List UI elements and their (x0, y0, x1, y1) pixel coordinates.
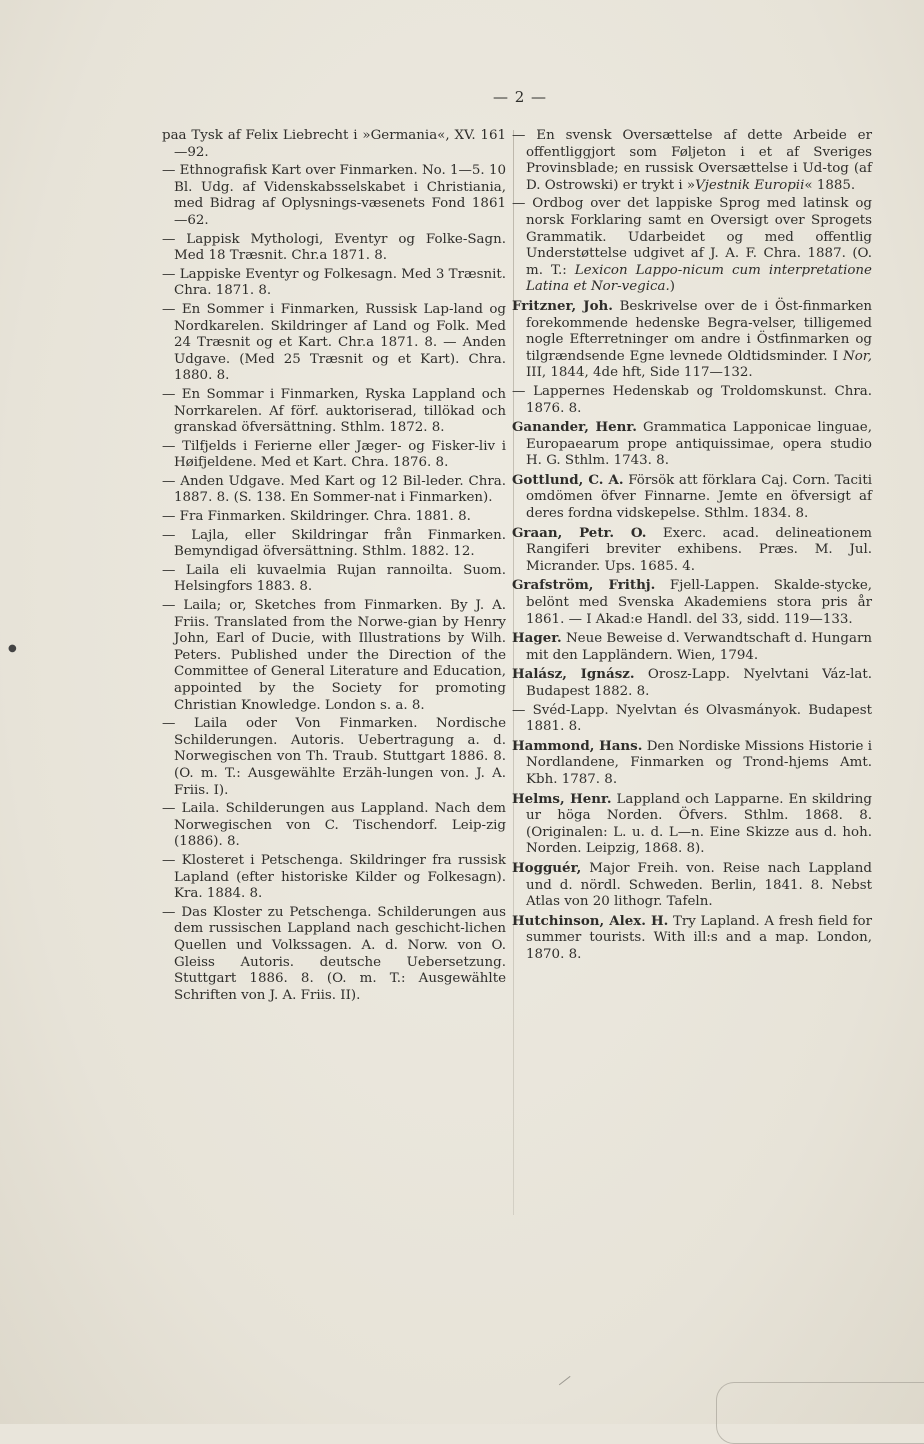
bibliography-entry (512, 630, 872, 664)
entry-italic: Nor, (843, 348, 872, 364)
bibliography-entry (512, 472, 872, 523)
bibliography-entry: — Lajla, eller Skildringar från Finmarken. Bemyndigad öfversättning. Sthlm. 1882. 12. (162, 527, 506, 560)
entry-author: Hogguér, (512, 859, 582, 876)
entry-text: Lappland och Lapparne. En skildring ur höga Norden. Öfvers. Sthlm. 1868. 8. (Originalen: L. u. d. L—n. Eine Skizze aus d. hoh. Norden. Leipzig, 1868. 8). (526, 791, 873, 857)
bibliography-entry: — Ethnografisk Kart over Finmarken. No. 1—5. 10 Bl. Udg. af Videnskabsselskabet i Christiania, med Bidrag af Oplysnings-væsenets Fond 1861—62. (162, 163, 506, 228)
bibliography-entry (512, 419, 872, 470)
entry-author: Hutchinson, Alex. H. (512, 912, 669, 929)
bibliography-entry: — Anden Udgave. Med Kart og 12 Bil-leder. Chra. 1887. 8. (S. 138. En Sommer-nat i Finmarken). (162, 473, 506, 506)
bibliography-entry (512, 703, 872, 736)
bibliography-entry: — Klosteret i Petschenga. Skildringer fra russisk Lapland (efter historiske Kilder og Folkesagn). Kra. 1884. 8. (162, 852, 506, 902)
left-column (162, 128, 506, 1006)
entry-text: — En svensk Oversættelse af dette Arbeide er offentliggjort som Føljeton i et af Sveriges Provinsblade; en russisk Oversættelse i Ud-tog (af D. Ostrowski) er trykt i » (512, 128, 872, 193)
entry-text: Försök att förklara Caj. Corn. Taciti omdömen öfver Finnarne. Jemte en öfversigt af deres fordna vidskepelse. Sthlm. 1834. 8. (526, 472, 872, 522)
bibliography-entry: — Laila oder Von Finmarken. Nordische Schilderungen. Autoris. Uebertragung a. d. Norwegischen von Th. Traub. Stuttgart 1886. 8. (O. m. T.: Ausgewählte Erzäh-lungen von. J. A. Friis. I). (162, 716, 506, 798)
entry-italic: Lexicon Lappo-nicum cum interpretatione Latina et Nor-vegica. (526, 262, 872, 295)
bibliography-entry: — En Sommar i Finmarken, Ryska Lappland och Norrkarelen. Af förf. auktoriserad, tillökad och granskad öfversättning. Sthlm. 1872. 8. (162, 386, 506, 436)
bibliography-entry (512, 666, 872, 700)
entry-text: Exerc. acad. delineationem Rangiferi breviter exhibens. Præs. M. Jul. Micrander. Ups. 1685. 4. (526, 525, 872, 574)
bibliography-entry (512, 525, 872, 576)
entry-text: Grammatica Lapponicae linguae, Europaearum prope antiquissimae, opera studio H. G. Sthlm. 1743. 8. (526, 420, 872, 469)
entry-italic: Vjestnik Europii (695, 177, 805, 193)
entry-author: Ganander, Henr. (512, 419, 637, 436)
margin-dot-icon: ● (8, 643, 17, 654)
bibliography-entry (512, 860, 872, 911)
bibliography-entry (512, 128, 872, 194)
bibliography-entry (512, 196, 872, 296)
bibliography-entry: — En Sommer i Finmarken, Russisk Lap-land og Nordkarelen. Skildringer af Land og Folk. Med 24 Træsnit og et Kart. Chr.a 1871. 8. — Anden Udgave. (Med 25 Træsnit og et Kart). Chra. 1880. 8. (162, 301, 506, 384)
entry-author: Graan, Petr. O. (512, 524, 647, 541)
bibliography-entry: — Tilfjelds i Ferierne eller Jæger- og Fisker-liv i Høifjeldene. Med et Kart. Chra. 1876. 8. (162, 438, 506, 471)
bibliography-entry (512, 298, 872, 382)
page-number: — 2 — (492, 88, 548, 106)
entry-text: Neue Beweise d. Verwandtschaft d. Hungarn mit den Lappländern. Wien, 1794. (526, 631, 872, 663)
entry-text: — Lappernes Hedenskab og Troldomskunst. Chra. 1876. 8. (512, 383, 872, 416)
entry-author: Hager. (512, 630, 562, 647)
bibliography-entry (512, 577, 872, 628)
entry-text: Fjell-Lappen. Skalde-stycke, belönt med Svenska Akademiens stora pris år 1861. — I Akad:e Handl. del 33, sidd. 119—133. (526, 578, 872, 627)
bibliography-entry (512, 791, 872, 858)
bibliography-entry (512, 738, 872, 789)
entry-text-end: III, 1844, 4de hft, Side 117—132. (526, 365, 753, 381)
entry-text: — Svéd-Lapp. Nyelvtan és Olvasmányok. Budapest 1881. 8. (512, 702, 872, 735)
entry-text: Den Nordiske Missions Historie i Nordlandene, Finmarken og Trond-hjems Amt. Kbh. 1787. 8. (526, 738, 872, 787)
entry-text-end: « 1885. (804, 177, 856, 193)
entry-text: Major Freih. von. Reise nach Lappland und d. nördl. Schweden. Berlin, 1841. 8. Nebst Atlas von 20 lithogr. Tafeln. (526, 860, 872, 910)
bibliography-entry: — Das Kloster zu Petschenga. Schilderungen aus dem russischen Lappland nach geschicht-lichen Quellen und Volkssagen. A. d. Norw. von O. Gleiss Autoris. deutsche Uebersetzung. Stuttgart 1886. 8. (O. m. T.: Ausgewählte Schriften von J. A. Friis. II). (162, 904, 506, 1003)
entry-text: — Ordbog over det lappiske Sprog med latinsk og norsk Forklaring samt en Oversigt over Sprogets Grammatik. Udarbeidet og med offentlig Understøttelse udgivet af J. A. F. Chra. 1887. (O. m. T.: (512, 196, 872, 278)
bibliography-entry: paa Tysk af Felix Liebrecht i »Germania«, XV. 161—92. (162, 128, 506, 160)
entry-text: Beskrivelse over de i Öst-finmarken forekommende hedenske Begra-velser, tilligemed nogle Efterretninger om andre i Östfinmarken og tilgrændsende Egne levnede Oldtidsminder. I (526, 298, 873, 364)
right-column (512, 128, 872, 966)
page-edge-bracket (716, 1382, 924, 1444)
bibliography-entry: — Laila eli kuvaelmia Rujan rannoilta. Suom. Helsingfors 1883. 8. (162, 562, 506, 595)
pencil-mark (559, 1376, 571, 1386)
entry-author: Gottlund, C. A. (512, 471, 624, 488)
entry-text: Try Lapland. A fresh field for summer tourists. With ill:s and a map. London, 1870. 8. (526, 913, 872, 962)
entry-author: Hammond, Hans. (512, 737, 643, 754)
entry-text: Orosz-Lapp. Nyelvtani Váz-lat. Budapest 1882. 8. (526, 667, 873, 699)
entry-author: Grafström, Frithj. (512, 577, 656, 594)
entry-author: Helms, Henr. (512, 790, 612, 807)
bibliography-entry: — Fra Finmarken. Skildringer. Chra. 1881. 8. (162, 509, 471, 525)
bibliography-entry: — Laila; or, Sketches from Finmarken. By J. A. Friis. Translated from the Norwe-gian by Henry John, Earl of Ducie, with Illustrations by Wilh. Peters. Published under the Direction of the Committee of General Literature and Education, appointed by the Society for promoting Christian Knowledge. London s. a. 8. (162, 598, 506, 713)
bibliography-entry (512, 384, 872, 417)
bibliography-entry (512, 913, 872, 964)
bibliography-entry: — Lappisk Mythologi, Eventyr og Folke-Sagn. Med 18 Træsnit. Chr.a 1871. 8. (162, 231, 506, 264)
entry-author: Halász, Ignász. (512, 666, 635, 683)
entry-text-end: ) (669, 279, 675, 295)
entry-author: Fritzner, Joh. (512, 297, 613, 314)
bibliography-entry: — Lappiske Eventyr og Folkesagn. Med 3 Træsnit. Chra. 1871. 8. (162, 266, 506, 299)
bibliography-entry: — Laila. Schilderungen aus Lappland. Nach dem Norwegischen von C. Tischendorf. Leip-zig (1886). 8. (162, 801, 506, 850)
